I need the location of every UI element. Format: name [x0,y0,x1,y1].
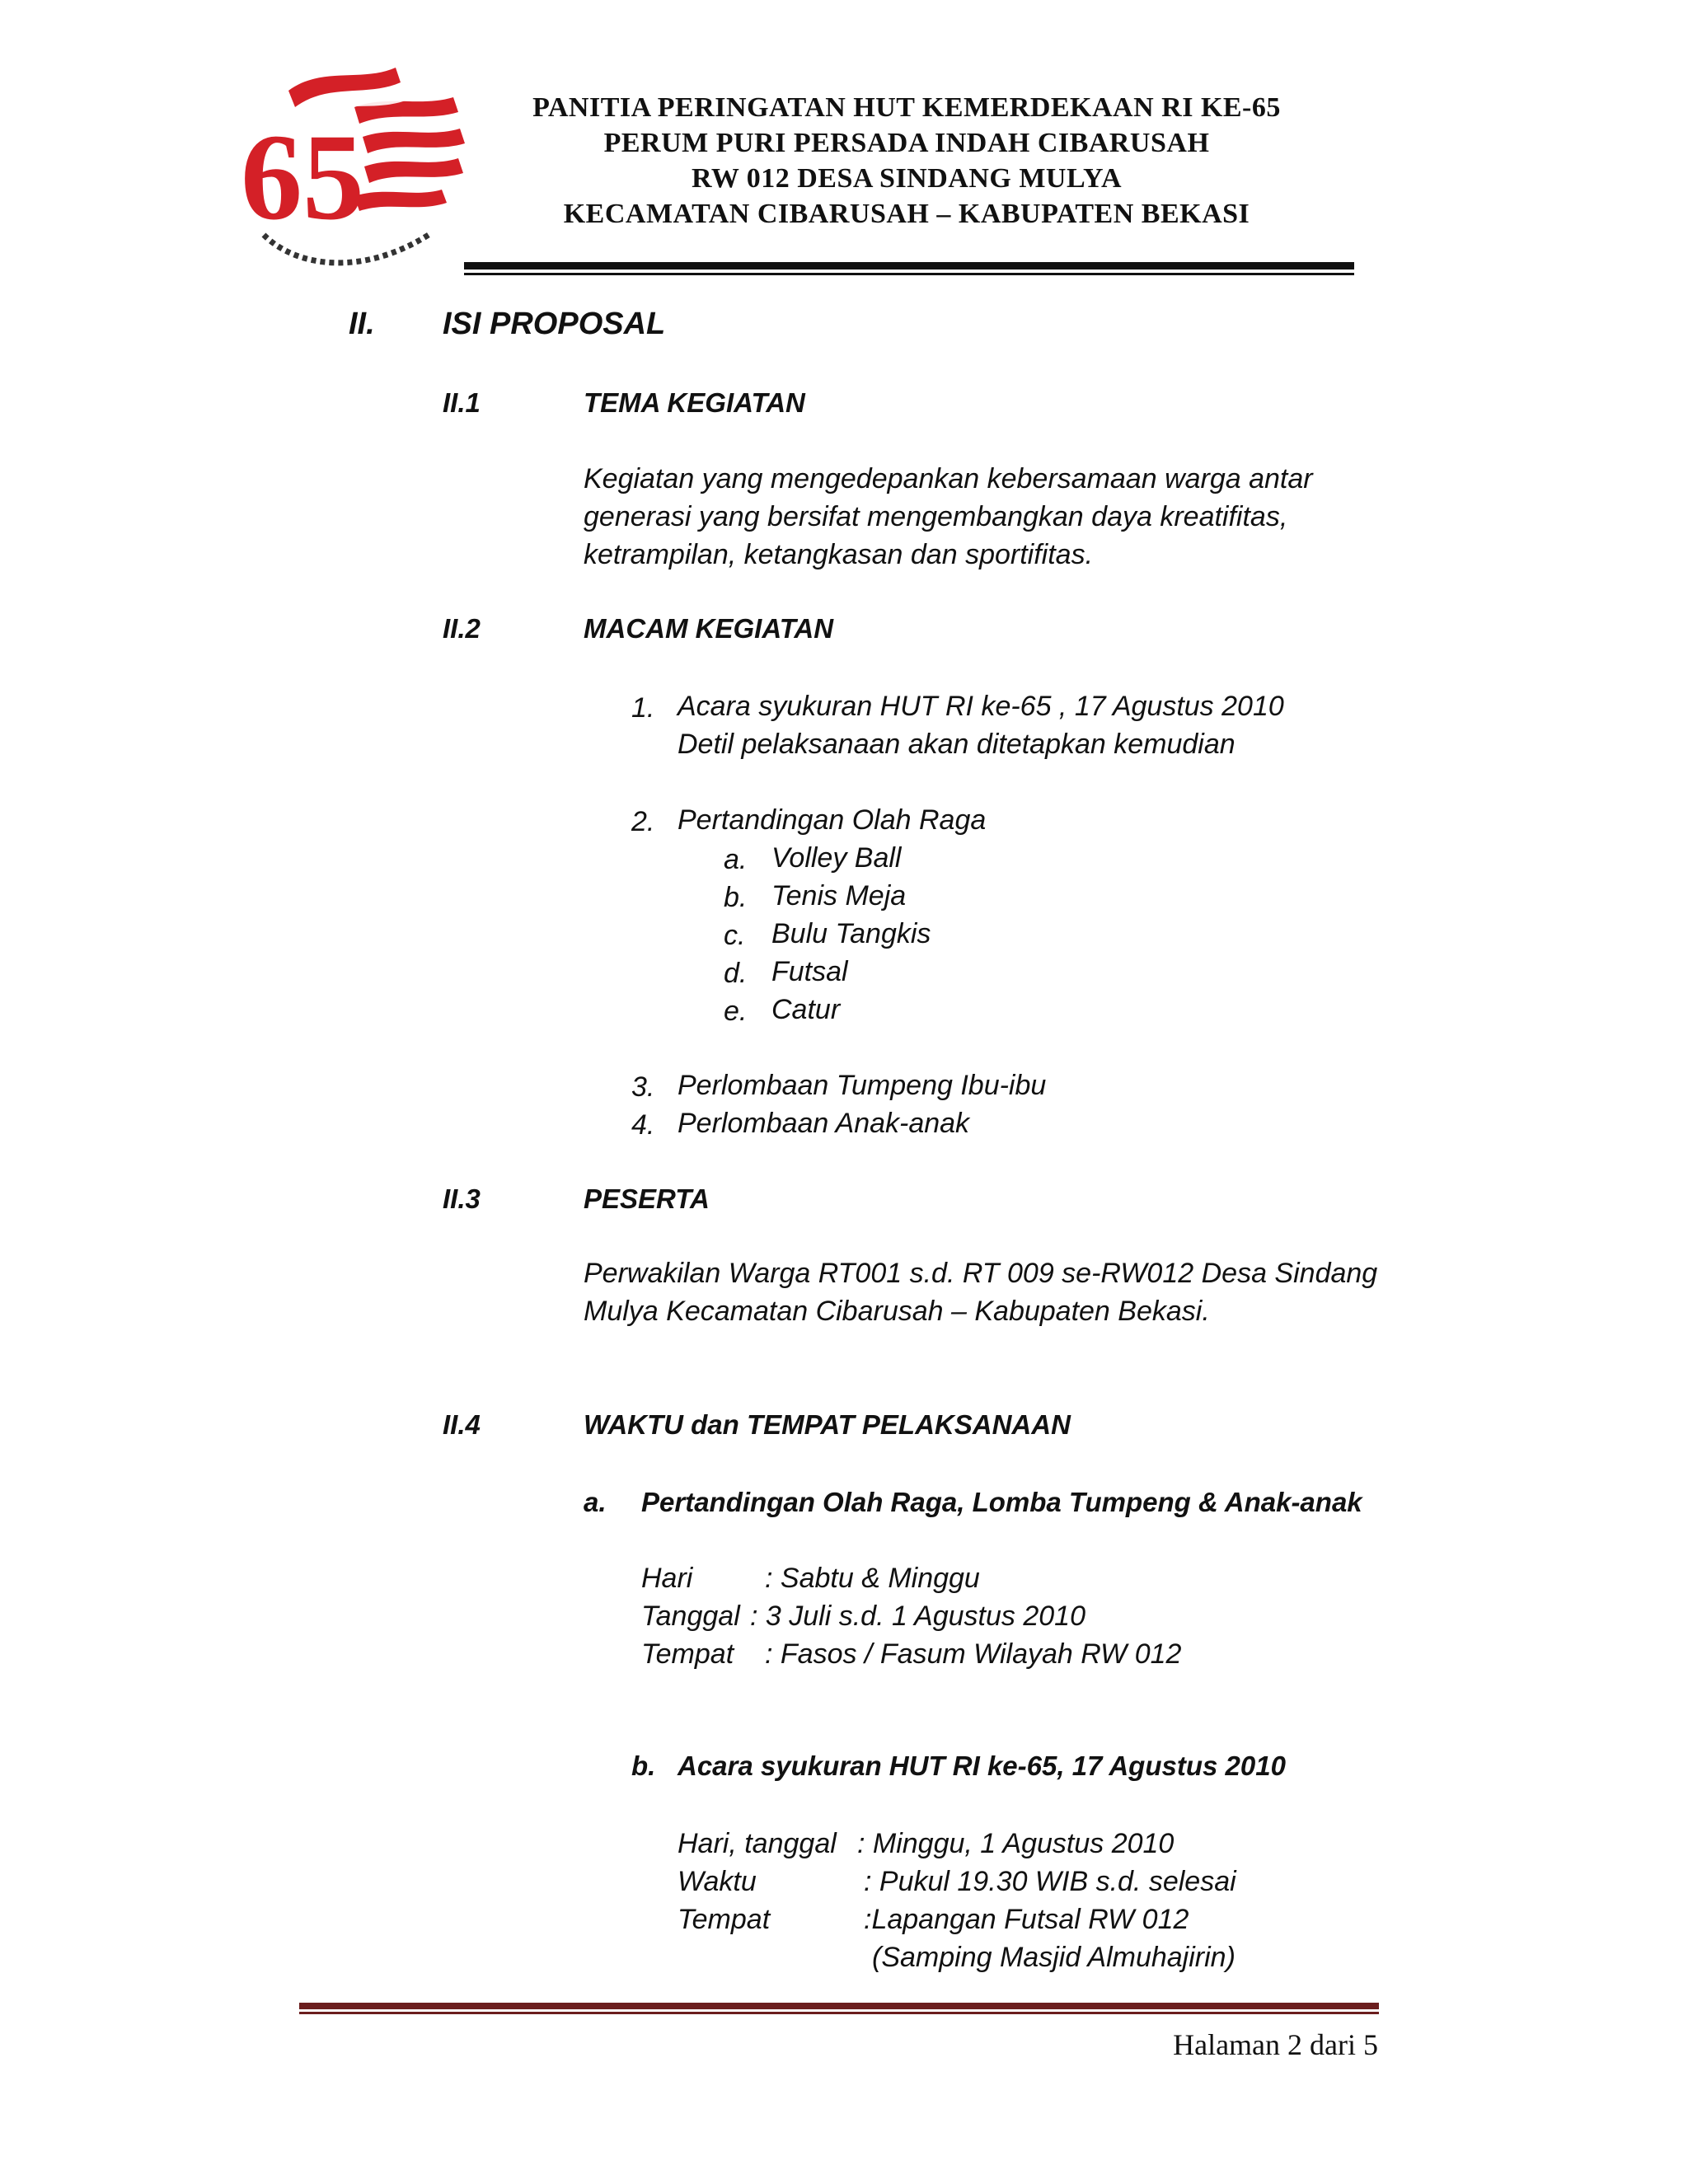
list-item-4: Perlombaan Anak-anak [678,1108,970,1139]
list-item-3: Perlombaan Tumpeng Ibu-ibu [678,1070,1047,1101]
list-number-2: 2. [631,806,655,837]
sub-letter-d: d. [724,958,748,989]
page-number: Halaman 2 dari 5 [1173,2028,1378,2061]
s1-number: II.1 [443,387,481,418]
s2-number: II.2 [443,613,481,644]
s4a-value-tanggal: : 3 Juli s.d. 1 Agustus 2010 [750,1601,1085,1632]
s4b-label-hari-tanggal: Hari, tanggal [678,1828,837,1859]
s4a-label-tanggal: Tanggal [641,1601,740,1632]
s4b-label-waktu: Waktu [678,1866,757,1897]
list-item-1-line-1: Acara syukuran HUT RI ke-65 , 17 Agustus 2010 [678,691,1284,722]
s4b-value-tempat-extra: (Samping Masjid Almuhajirin) [872,1942,1236,1973]
sub-letter-c: c. [724,920,746,951]
section-title: ISI PROPOSAL [443,307,666,341]
sub-letter-e: e. [724,996,748,1027]
sub-item-d: Futsal [771,956,848,987]
list-number-1: 1. [631,692,655,724]
sub-item-a: Volley Ball [771,842,902,874]
s4a-label-tempat: Tempat [641,1638,734,1670]
letterhead-line-1: PANITIA PERINGATAN HUT KEMERDEKAAN RI KE-65 [532,92,1281,123]
s1-line-3: ketrampilan, ketangkasan dan sportifitas. [584,539,1094,570]
s3-number: II.3 [443,1183,481,1214]
hut-ri-65-logo [231,58,470,288]
s4b-value-hari-tanggal: : Minggu, 1 Agustus 2010 [857,1828,1175,1859]
list-number-3: 3. [631,1071,655,1103]
s1-line-2: generasi yang bersifat mengembangkan daya kreatifitas, [584,501,1288,532]
list-item-2: Pertandingan Olah Raga [678,804,987,836]
logo-number: 65 [241,109,364,246]
s4-number: II.4 [443,1409,481,1440]
sub-item-b: Tenis Meja [771,880,907,912]
list-number-4: 4. [631,1109,655,1141]
s1-line-1: Kegiatan yang mengedepankan kebersamaan warga antar [584,463,1313,494]
s4a-label-hari: Hari [641,1563,693,1594]
s4a-value-tempat: : Fasos / Fasum Wilayah RW 012 [765,1638,1182,1670]
list-item-1-line-2: Detil pelaksanaan akan ditetapkan kemudian [678,729,1236,760]
section-number: II. [349,307,375,341]
s1-title: TEMA KEGIATAN [584,387,805,418]
s4a-letter: a. [584,1487,607,1517]
sub-letter-b: b. [724,882,748,913]
footer-rule-thick [299,2003,1379,2009]
s4b-value-waktu: : Pukul 19.30 WIB s.d. selesai [864,1866,1236,1897]
s3-title: PESERTA [584,1183,710,1214]
s4b-letter: b. [631,1750,656,1781]
letterhead-rule-thin [464,273,1354,275]
s4a-value-hari: : Sabtu & Minggu [765,1563,980,1594]
s4a-title: Pertandingan Olah Raga, Lomba Tumpeng & Anak-anak [641,1487,1362,1517]
s4b-value-tempat: :Lapangan Futsal RW 012 [864,1904,1189,1935]
sub-item-e: Catur [771,994,841,1025]
s3-line-2: Mulya Kecamatan Cibarusah – Kabupaten Bekasi. [584,1296,1210,1327]
letterhead-rule-thick [464,262,1354,269]
footer-rule-thin [299,2012,1379,2014]
s4-title: WAKTU dan TEMPAT PELAKSANAAN [584,1409,1071,1440]
sub-item-c: Bulu Tangkis [771,918,931,949]
s3-line-1: Perwakilan Warga RT001 s.d. RT 009 se-RW012 Desa Sindang [584,1258,1378,1289]
letterhead-line-3: RW 012 DESA SINDANG MULYA [691,163,1123,194]
sub-letter-a: a. [724,844,748,875]
letterhead-line-4: KECAMATAN CIBARUSAH – KABUPATEN BEKASI [563,199,1250,229]
s4b-title: Acara syukuran HUT RI ke-65, 17 Agustus 2010 [678,1750,1286,1781]
s4b-label-tempat: Tempat [678,1904,771,1935]
s2-title: MACAM KEGIATAN [584,613,834,644]
letterhead-line-2: PERUM PURI PERSADA INDAH CIBARUSAH [603,128,1210,158]
